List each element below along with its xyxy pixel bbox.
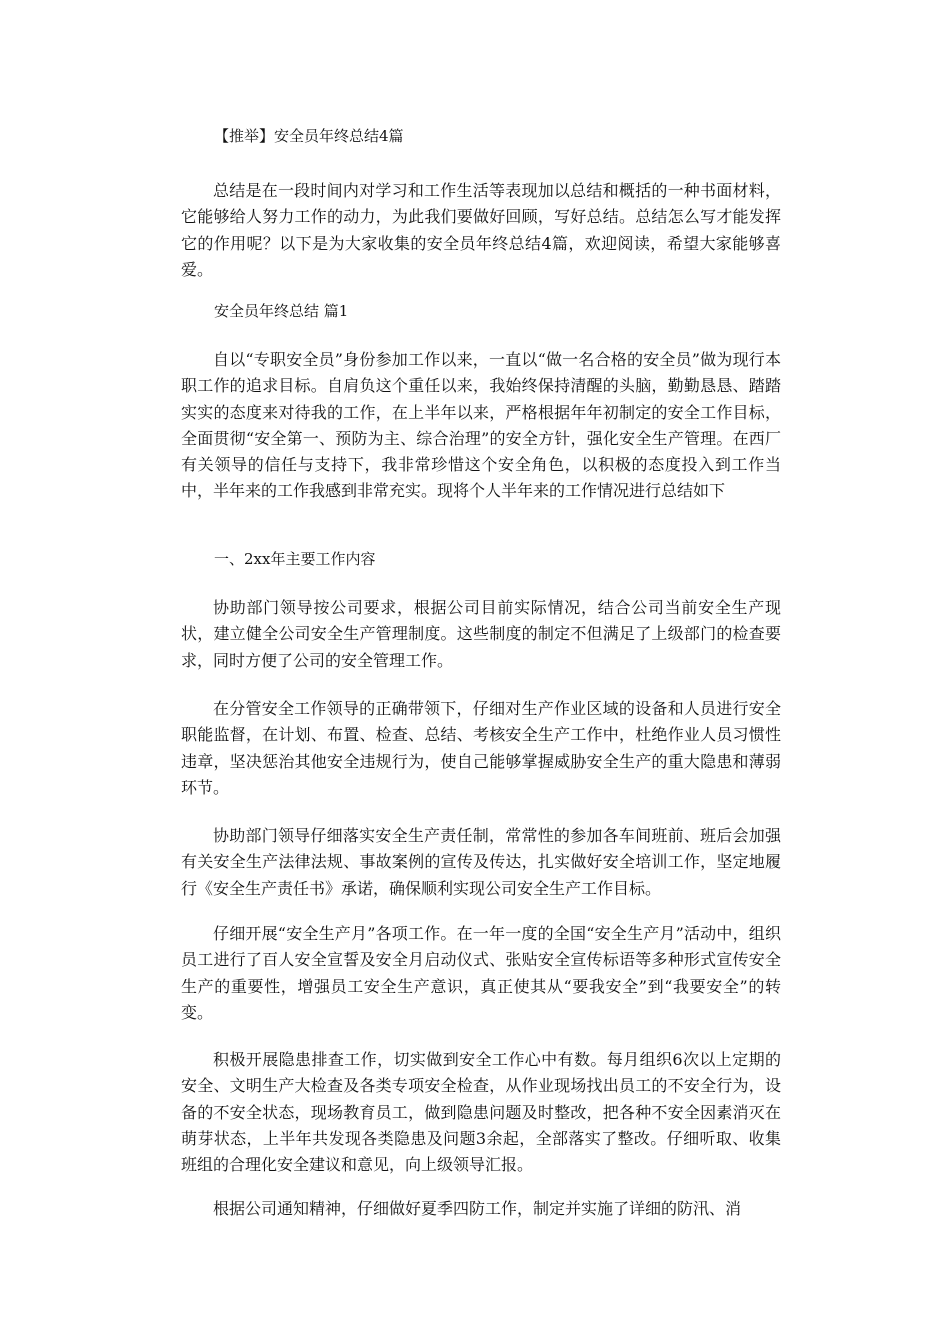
paragraph-4: 协助部门领导仔细落实安全生产责任制，常常性的参加各车间班前、班后会加强有关安全生产法律法规、事故案例的宣传及传达，扎实做好安全培训工作，坚定地履行《安全生产责任书》承诺，确保顺利实现公司安全生产工作目标。 bbox=[181, 826, 781, 898]
paragraph-1: 自以“专职安全员”身份参加工作以来，一直以“做一名合格的安全员”做为现行本职工作的追求目标。自肩负这个重任以来，我始终保持清醒的头脑，勤勤恳恳、踏踏实实的态度来对待我的工作，在上半年以来，严格根据年年初制定的安全工作目标，全面贯彻“安全第一、预防为主、综合治理”的安全方针，强化安全生产管理。在西厂有关领导的信任与支持下，我非常珍惜这个安全角色，以积极的态度投入到工作当中，半年来的工作我感到非常充实。现将个人半年来的工作情况进行总结如下 bbox=[181, 350, 781, 501]
paragraph-5: 仔细开展“安全生产月”各项工作。在一年一度的全国“安全生产月”活动中，组织员工进行了百人安全宣誓及安全月启动仪式、张贴安全宣传标语等多种形式宣传安全生产的重要性，增强员工安全生产意识，真正使其从“要我安全”到“我要安全”的转变。 bbox=[181, 924, 781, 1022]
paragraph-7: 根据公司通知精神，仔细做好夏季四防工作，制定并实施了详细的防汛、消 bbox=[213, 1199, 742, 1218]
document-title: 【推举】安全员年终总结4篇 bbox=[214, 127, 404, 145]
subheading-1: 一、2xx年主要工作内容 bbox=[214, 550, 376, 568]
intro-paragraph: 总结是在一段时间内对学习和工作生活等表现加以总结和概括的一种书面材料，它能够给人努力工作的动力，为此我们要做好回顾，写好总结。总结怎么写才能发挥它的作用呢？以下是为大家收集的安全员年终总结4篇，欢迎阅读，希望大家能够喜爱。 bbox=[181, 181, 781, 279]
paragraph-3: 在分管安全工作领导的正确带领下，仔细对生产作业区域的设备和人员进行安全职能监督，在计划、布置、检查、总结、考核安全生产工作中，杜绝作业人员习惯性违章，坚决惩治其他安全违规行为，使自己能够掌握威胁安全生产的重大隐患和薄弱环节。 bbox=[181, 699, 781, 797]
paragraph-6: 积极开展隐患排查工作，切实做到安全工作心中有数。每月组织6次以上定期的安全、文明生产大检查及各类专项安全检查，从作业现场找出员工的不安全行为，设备的不安全状态，现场教育员工，做到隐患问题及时整改，把各种不安全因素消灭在萌芽状态，上半年共发现各类隐患及问题3余起，全部落实了整改。仔细听取、收集班组的合理化安全建议和意见，向上级领导汇报。 bbox=[181, 1050, 781, 1175]
paragraph-2: 协助部门领导按公司要求，根据公司目前实际情况，结合公司当前安全生产现状，建立健全公司安全生产管理制度。这些制度的制定不但满足了上级部门的检查要求，同时方便了公司的安全管理工作。 bbox=[181, 598, 781, 670]
section-title: 安全员年终总结 篇1 bbox=[214, 302, 349, 320]
